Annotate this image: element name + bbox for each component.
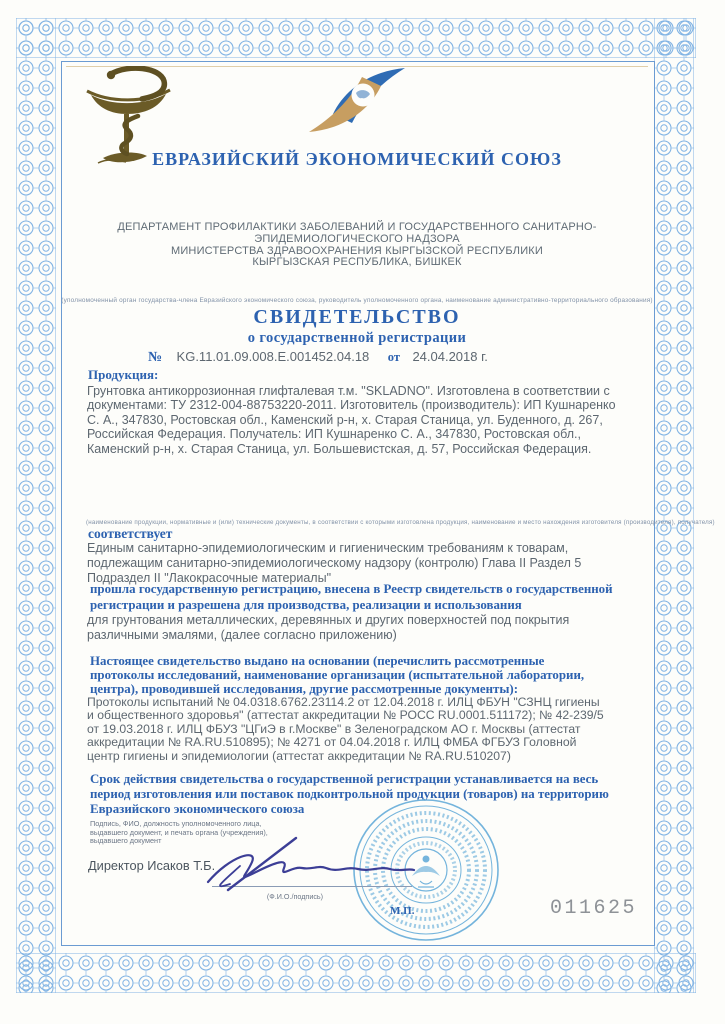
union-title: ЕВРАЗИЙСКИЙ ЭКОНОМИЧЕСКИЙ СОЮЗ (152, 149, 562, 169)
text-line: центра), проводившей исследования, другие рассмотренные документы): (90, 682, 519, 697)
handwritten-signature (200, 832, 435, 894)
eaeu-logo (305, 66, 409, 134)
text-line: Каменский р-н, х. Старая Станица, ул. Большевистская, д. 57, Российская Федерация. (87, 441, 592, 456)
usage-text (87, 613, 569, 643)
product-heading: Продукция: (88, 367, 159, 382)
number-label: № (148, 350, 163, 365)
stamp-place-label: М.П. (390, 905, 415, 917)
text-line: аккредитации № RA.RU.510895); № 4271 от 04.04.2018 г. ИЛЦ ФМБА ФГБУЗ Головной (87, 735, 577, 750)
basis-text (87, 696, 604, 763)
registration-statement (90, 582, 613, 613)
text-line: подлежащим санитарно-эпидемиологическому надзору (контролю) Глава II Раздел 5 (87, 556, 582, 571)
product-text (87, 384, 616, 456)
certificate-title: СВИДЕТЕЛЬСТВО (253, 306, 461, 328)
text-line: Подпись, ФИО, должность уполномоченного лица, (90, 819, 262, 828)
text-line: Протоколы испытаний № 04.0318.6762.23114.2 от 12.04.2018 г. ИЛЦ ФБУН "СЗНЦ гигиены (87, 695, 600, 709)
date-value: 24.04.2018 г. (412, 349, 488, 364)
signer-name: Директор Исаков Т.Б. (88, 858, 216, 873)
text-line: Подраздел II "Лакокрасочные материалы" (87, 571, 332, 586)
text-line: от 19.03.2018 г. ИЛЦ ФБУЗ "ЦГиЭ в г.Москве" в Зеленоградском АО г. Москвы (аттестат (87, 721, 581, 736)
date-label: от (387, 350, 400, 364)
text-line: прошла государственную регистрацию, внесена в Реестр свидетельств о государственной (90, 582, 613, 596)
ornament-border-bottom (16, 953, 696, 993)
certificate-number-line (148, 348, 488, 366)
text-line: регистрации и разрешена для производства, реализации и использования (90, 597, 522, 612)
department-line: ДЕПАРТАМЕНТ ПРОФИЛАКТИКИ ЗАБОЛЕВАНИЙ И ГОСУДАРСТВЕННОГО САНИТАРНО- (117, 221, 597, 233)
ornament-border-right (654, 18, 694, 993)
compliance-note: (наименование продукции, нормативные и (или) технические документы, в соответствии с которыми изготовлена продукция, наименование и место нахождения изготовителя (производителя), получателя) (86, 519, 715, 526)
text-line: период изготовления или поставок подконтрольной продукции (товаров) на территорию (90, 787, 609, 801)
compliance-heading: соответствует (88, 526, 173, 541)
text-line: различными эмалями, (далее согласно приложению) (87, 628, 397, 642)
text-line: центр гигиены и эпидемиологии (аттестат аккредитации № RA.RU.510207) (87, 748, 511, 763)
text-line: выдавшего документ, и печать органа (учреждения), (90, 827, 268, 837)
text-line: Срок действия свидетельства о государственной регистрации устанавливается на весь (90, 772, 599, 786)
department-line: КЫРГЫЗСКАЯ РЕСПУБЛИКА, БИШКЕК (252, 256, 462, 269)
text-line: и общественного здоровья" (аттестат аккредитации № РОСС RU.0001.511172); № 42-239/5 (87, 708, 604, 723)
text-line: Грунтовка антикоррозионная глифталевая т.м. "SKLADNO". Изготовлена в соответствии с (87, 384, 610, 398)
certificate-subtitle: о государственной регистрации (247, 330, 467, 346)
ornament-border-top (16, 18, 696, 58)
text-line: Российская Федерация. Получатель: ИП Кушнаренко С. А., 347830, Ростовская обл., (87, 427, 581, 442)
text-line: для грунтования металлических, деревянных и других поверхностей под покрытия (87, 613, 570, 627)
department-block (61, 222, 653, 269)
text-line: протоколы исследований, наименование организации (испытательной лаборатории, (90, 668, 585, 683)
authority-note: (уполномоченный орган государства-члена Евразийского экономического союза, руководитель уполномоченного органа, наименование административно-территориального образования) (61, 297, 653, 304)
text-line: Евразийского экономического союза (90, 802, 305, 816)
number-value: KG.11.01.09.008.Е.001452.04.18 (176, 349, 370, 364)
signature-caption: (Ф.И.О./подпись) (266, 892, 324, 901)
text-line: выдавшего документ (90, 836, 162, 846)
department-line: ЭПИДЕМИОЛОГИЧЕСКОГО НАДЗОРА (254, 232, 460, 245)
compliance-text (87, 541, 581, 587)
ornament-border-left (16, 18, 56, 993)
department-line: МИНИСТЕРСТВА ЗДРАВООХРАНЕНИЯ КЫРГЫЗСКОЙ РЕСПУБЛИКИ (170, 244, 544, 257)
text-line: Единым санитарно-эпидемиологическим и гигиеническим требованиям к товарам, (87, 541, 569, 555)
serial-number: 011625 (550, 897, 638, 920)
text-line: Настоящее свидетельство выдано на основании (перечислить рассмотренные (90, 654, 545, 668)
basis-heading (90, 654, 584, 697)
text-line: документами: ТУ 2312-004-88753220-2011. Изготовитель (производитель): ИП Кушнаренко (87, 398, 616, 413)
text-line: С. А., 347830, Ростовская обл., Каменский р-н, х. Старая Станица, ул. Буденного, д. 267, (87, 412, 603, 427)
